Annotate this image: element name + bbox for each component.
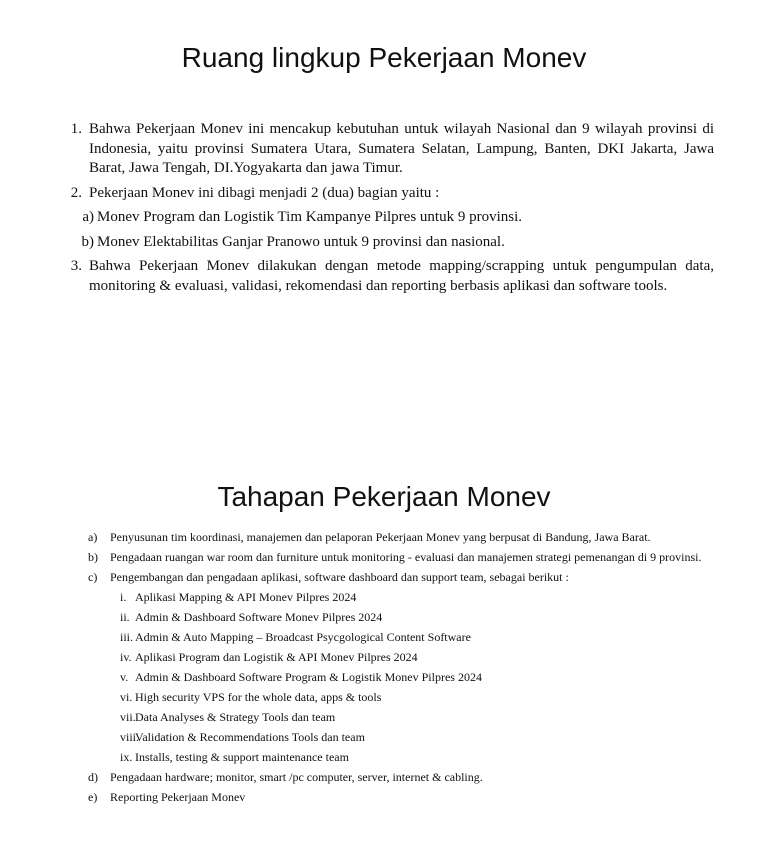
list-number: 2. [70, 184, 82, 201]
list-letter: b) [88, 550, 98, 564]
list-item-text: Penyusunan tim koordinasi, manajemen dan pelaporan Pekerjaan Monev yang berpusat di Bandung, Jawa Barat. [110, 530, 651, 544]
list-item-text: Pekerjaan Monev ini dibagi menjadi 2 (dua) bagian yaitu : [89, 184, 440, 201]
list-item [60, 120, 714, 179]
list-number: 1. [70, 121, 82, 137]
list-letter: c) [88, 570, 98, 584]
section1-title: Ruang lingkup Pekerjaan Monev [181, 42, 587, 73]
roman-list-item-text: Validation & Recommendations Tools dan team [135, 730, 365, 744]
list-letter: e) [88, 790, 98, 804]
scope-list [60, 120, 714, 301]
roman-list-item-text: Installs, testing & support maintenance team [135, 750, 349, 764]
roman-list-item [88, 590, 714, 605]
list-number: 3. [70, 258, 82, 274]
sub-list-letter: b) [81, 233, 94, 250]
list-item [88, 790, 714, 805]
sub-list-item-text: Monev Elektabilitas Ganjar Pranowo untuk 9 provinsi dan nasional. [97, 233, 505, 250]
list-letter: a) [88, 530, 98, 544]
sub-list-item [60, 233, 714, 253]
roman-numeral: iv. [120, 650, 132, 664]
list-item-text: Pengadaan ruangan war room dan furniture untuk monitoring - evaluasi dan manajemen strategi pemenangan di 9 provinsi. [110, 550, 702, 564]
list-letter: d) [88, 770, 98, 784]
roman-list-item-text: Admin & Dashboard Software Program & Logistik Monev Pilpres 2024 [135, 670, 482, 684]
roman-numeral: vi. [120, 690, 133, 704]
roman-list-item-text: Data Analyses & Strategy Tools dan team [135, 710, 336, 724]
roman-list-item [88, 650, 714, 665]
roman-list-item [88, 610, 714, 625]
roman-list-item-text: Aplikasi Mapping & API Monev Pilpres 2024 [135, 590, 357, 604]
list-item [88, 770, 714, 785]
sub-list-item [60, 208, 714, 228]
roman-list-item [88, 710, 714, 725]
roman-numeral: i. [120, 590, 127, 604]
roman-numeral: viii. [120, 730, 140, 744]
roman-list-item-text: Admin & Dashboard Software Monev Pilpres 2024 [135, 610, 383, 624]
list-item-text: Pengembangan dan pengadaan aplikasi, software dashboard dan support team, sebagai berikut : [110, 570, 569, 584]
roman-list-item [88, 690, 714, 705]
roman-list-item [88, 630, 714, 645]
roman-numeral: ii. [120, 610, 130, 624]
list-item [60, 257, 714, 296]
roman-list-item-text: High security VPS for the whole data, apps & tools [135, 690, 382, 704]
sub-list-item-text: Monev Program dan Logistik Tim Kampanye Pilpres untuk 9 provinsi. [97, 209, 522, 225]
roman-numeral: iii. [120, 630, 134, 644]
list-item [88, 550, 714, 565]
roman-list-item [88, 730, 714, 745]
roman-list-item-text: Admin & Auto Mapping – Broadcast Psycgological Content Software [135, 630, 471, 644]
list-item [60, 184, 714, 204]
list-item [88, 570, 714, 585]
sub-list-letter: a) [82, 209, 94, 225]
list-item [88, 530, 714, 545]
section2-title: Tahapan Pekerjaan Monev [217, 481, 551, 512]
roman-list-item [88, 670, 714, 685]
stages-list [88, 530, 714, 810]
roman-numeral: ix. [120, 750, 133, 764]
list-item-text: Bahwa Pekerjaan Monev ini mencakup kebutuhan untuk wilayah Nasional dan 9 wilayah provinsi di Indonesia, yaitu provinsi Sumatera Utara, Sumatera Selatan, Lampung, Banten, DKI Jakarta, Jawa Barat, Jawa Tengah, DI.Yogyakarta dan jawa Timur. [89, 121, 714, 176]
list-item-text: Reporting Pekerjaan Monev [110, 790, 246, 804]
roman-numeral: vii. [120, 710, 136, 724]
list-item-text: Bahwa Pekerjaan Monev dilakukan dengan metode mapping/scrapping untuk pengumpulan data, monitoring & evaluasi, validasi, rekomendasi dan reporting berbasis aplikasi dan software tools. [89, 258, 714, 294]
roman-list-item-text: Aplikasi Program dan Logistik & API Monev Pilpres 2024 [135, 650, 418, 664]
roman-numeral: v. [120, 670, 129, 684]
roman-list-item [88, 750, 714, 765]
list-item-text: Pengadaan hardware; monitor, smart /pc computer, server, internet & cabling. [110, 770, 483, 784]
